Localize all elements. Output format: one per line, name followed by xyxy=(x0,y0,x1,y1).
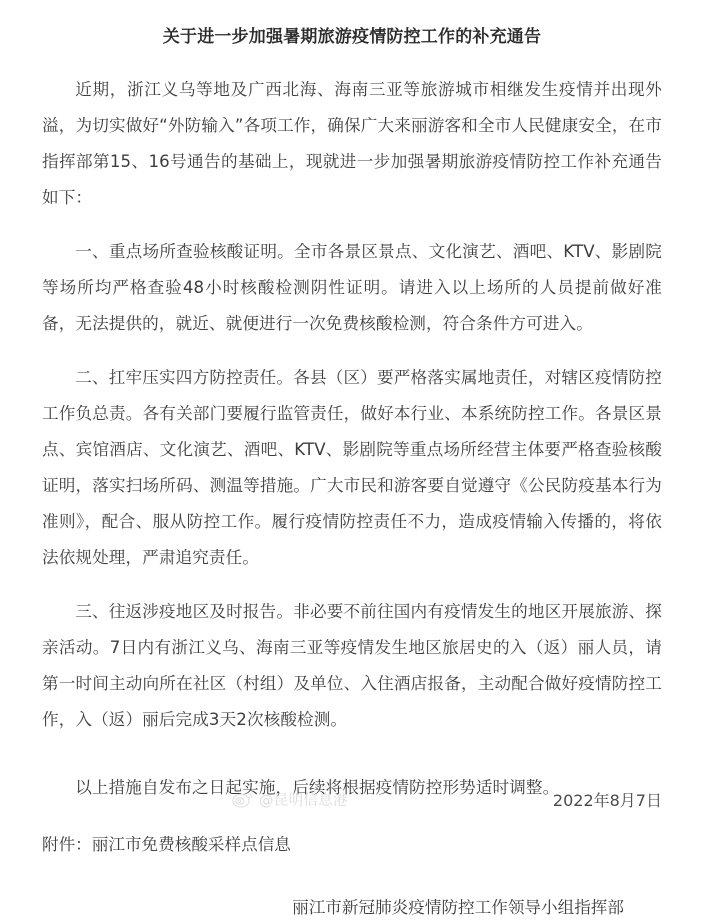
watermark-handle: @昆明信息港 xyxy=(259,792,348,809)
paragraph-preamble: 近期，浙江义乌等地及广西北海、海南三亚等旅游城市相继发生疫情并出现外溢，为切实做好“外防输入”各项工作，确保广大来丽游客和全市人民健康安全，在市指挥部第15、16号通告的基础上，现就进一步加强暑期旅游疫情防控工作补充通告如下： xyxy=(42,79,662,207)
signature-block xyxy=(42,892,662,924)
paragraph-closing: 以上措施自发布之日起实施，后续将根据疫情防控形势适时调整。 xyxy=(75,777,560,797)
document-title: 关于进一步加强暑期旅游疫情防控工作的补充通告 xyxy=(162,27,542,47)
document-date: 2022年8月7日 xyxy=(552,790,662,810)
weibo-eye-icon xyxy=(232,790,254,808)
paragraph-section-two: 二、扛牢压实四方防控责任。各县（区）要严格落实属地责任，对辖区疫情防控工作负总责。各有关部门要履行监管责任，做好本行业、本系统防控工作。各景区景点、宾馆酒店、文化演艺、酒吧、KTV、影剧院等重点场所经营主体要严格查验核酸证明，落实扫场所码、测温等措施。广大市民和游客要自觉遵守《公民防疫基本行为准则》，配合、服从防控工作。履行疫情防控责任不力，造成疫情输入传播的，将依法依规处理，严肃追究责任。 xyxy=(42,367,662,567)
paragraph-spacer xyxy=(42,756,662,770)
issuing-authority: 丽江市新冠肺炎疫情防控工作领导小组指挥部 xyxy=(292,897,624,917)
attachment-line: 附件：丽江市免费核酸采样点信息 xyxy=(42,834,291,854)
weibo-watermark xyxy=(232,789,348,810)
paragraph-section-three: 三、往返涉疫地区及时报告。非必要不前往国内有疫情发生的地区开展旅游、探亲活动。7日内有浙江义乌、海南三亚等疫情发生地区旅居史的入（返）丽人员，请第一时间主动向所在社区（村组）及单位、入住酒店报备，主动配合做好疫情防控工作，入（返）丽后完成3天2次核酸检测。 xyxy=(42,601,662,729)
paragraph-section-one: 一、重点场所查验核酸证明。全市各景区景点、文化演艺、酒吧、KTV、影剧院等场所均严格查验48小时核酸检测阴性证明。请进入以上场所的人员提前做好准备，无法提供的，就近、就便进行一次免费核酸检测，符合条件方可进入。 xyxy=(42,241,662,333)
document-footer xyxy=(0,782,704,816)
